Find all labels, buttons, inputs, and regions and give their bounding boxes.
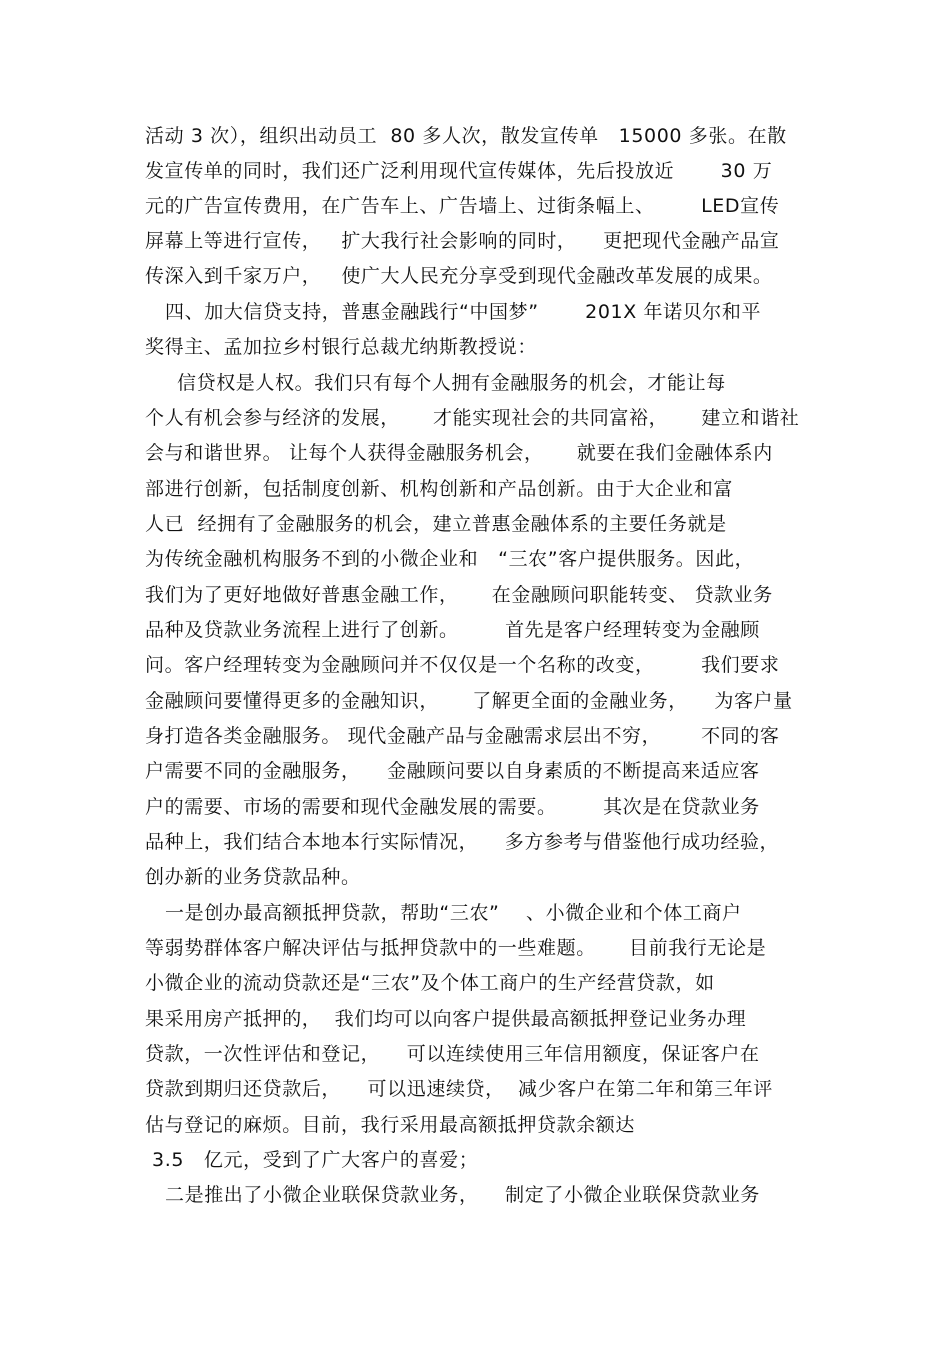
text-line: 元的广告宣传费用，在广告车上、广告墙上、过街条幅上、 LED宣传 (145, 195, 780, 217)
text-line: 等弱势群体客户解决评估与抵押贷款中的一些难题。 目前我行无论是 (145, 937, 767, 959)
text-line: 贷款，一次性评估和登记， 可以连续使用三年信用额度，保证客户在 (145, 1043, 760, 1065)
text-line: 人已 经拥有了金融服务的机会，建立普惠金融体系的主要任务就是 (145, 513, 727, 535)
text-line: 金融顾问要懂得更多的金融知识， 了解更全面的金融业务， 为客户量 (145, 690, 793, 712)
text-line: 个人有机会参与经济的发展， 才能实现社会的共同富裕， 建立和谐社 (145, 407, 800, 429)
text-line: 品种上，我们结合本地本行实际情况， 多方参考与借鉴他行成功经验， (145, 831, 780, 853)
text-line: 活动 3 次），组织出动员工 80 多人次，散发宣传单 15000 多张。在散 (145, 125, 787, 147)
text-line: 发宣传单的同时，我们还广泛利用现代宣传媒体，先后投放近 30 万 (145, 160, 773, 182)
text-line: 一是创办最高额抵押贷款，帮助“三农” 、小微企业和个体工商户 (165, 902, 742, 924)
text-line: 会与和谐世界。 让每个人获得金融服务机会， 就要在我们金融体系内 (145, 442, 773, 464)
text-line: 为传统金融机构服务不到的小微企业和 “三农”客户提供服务。因此， (145, 548, 755, 570)
text-line: 果采用房产抵押的， 我们均可以向客户提供最高额抵押登记业务办理 (145, 1008, 747, 1030)
text-line: 估与登记的麻烦。目前，我行采用最高额抵押贷款余额达 (145, 1114, 636, 1136)
text-line: 身打造各类金融服务。 现代金融产品与金融需求层出不穷， 不同的客 (145, 725, 780, 747)
text-line: 户的需要、市场的需要和现代金融发展的需要。 其次是在贷款业务 (145, 796, 760, 818)
text-line: 二是推出了小微企业联保贷款业务， 制定了小微企业联保贷款业务 (165, 1184, 760, 1206)
section-heading-line: 四、加大信贷支持，普惠金融践行“中国梦” 201X 年诺贝尔和平 (165, 301, 762, 323)
text-line: 部进行创新，包括制度创新、机构创新和产品创新。由于大企业和富 (145, 478, 734, 500)
text-line: 传深入到千家万户， 使广大人民充分享受到现代金融改革发展的成果。 (145, 265, 773, 287)
text-line: 品种及贷款业务流程上进行了创新。 首先是客户经理转变为金融顾 (145, 619, 760, 641)
text-line: 屏幕上等进行宣传， 扩大我行社会影响的同时， 更把现代金融产品宣 (145, 230, 780, 252)
quote-line: 信贷权是人权。我们只有每个人拥有金融服务的机会，才能让每 (177, 372, 726, 394)
text-line: 贷款到期归还贷款后， 可以迅速续贷， 减少客户在第二年和第三年评 (145, 1078, 773, 1100)
text-line: 3.5 亿元，受到了广大客户的喜爱； (152, 1149, 479, 1171)
text-line: 问。客户经理转变为金融顾问并不仅仅是一个名称的改变， 我们要求 (145, 654, 780, 676)
text-line: 小微企业的流动贷款还是“三农”及个体工商户的生产经营贷款，如 (145, 972, 715, 994)
text-line: 奖得主、孟加拉乡村银行总裁尤纳斯教授说： (145, 336, 538, 358)
text-line: 户需要不同的金融服务， 金融顾问要以自身素质的不断提高来适应客 (145, 760, 760, 782)
text-line: 我们为了更好地做好普惠金融工作， 在金融顾问职能转变、 贷款业务 (145, 584, 773, 606)
text-line: 创办新的业务贷款品种。 (145, 866, 361, 888)
